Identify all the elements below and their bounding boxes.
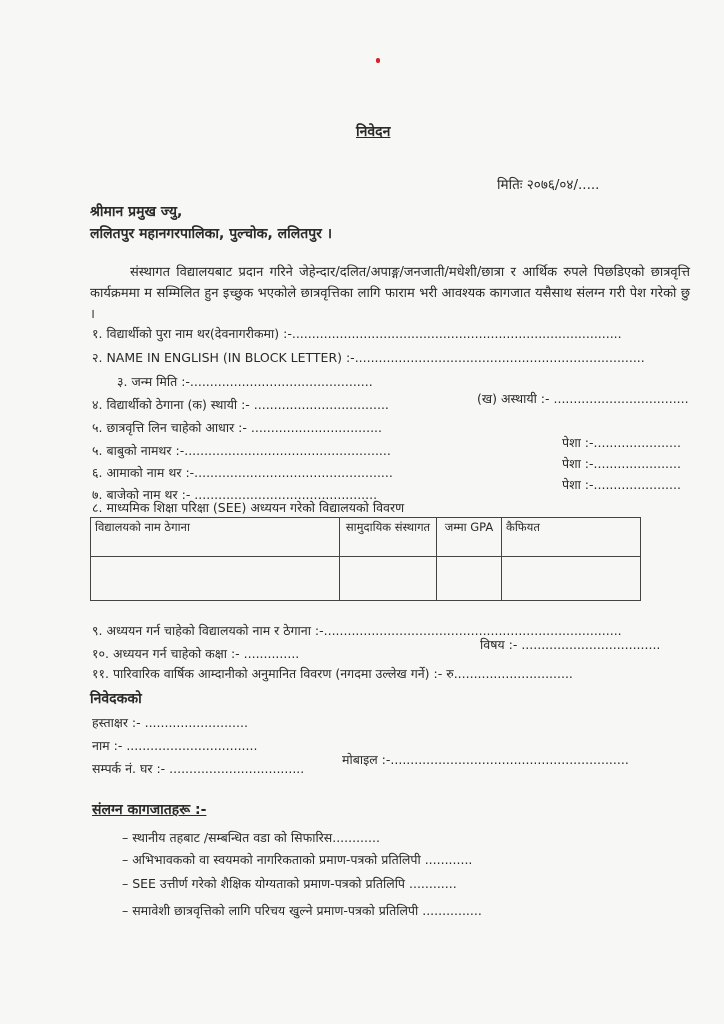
table-cell-remarks[interactable] [502,557,641,601]
attachments-heading: संलग्न कागजातहरू :- [92,802,207,818]
attachment-item: – स्थानीय तहबाट /सम्बन्धित वडा को सिफारिस............ [122,830,380,845]
field-target-class: १०. अध्ययन गर्न चाहेको कक्षा :- .............. [92,646,300,661]
intro-paragraph [90,262,690,325]
field-name-english: २. NAME IN ENGLISH (IN BLOCK LETTER) :-......................................................................... [92,350,645,365]
red-ink-mark [376,58,380,63]
field-mother-occupation: पेशा :-...................... [562,456,681,471]
attachment-item: – SEE उत्तीर्ण गरेको शैक्षिक योग्यताको प्रमाण-पत्रको प्रतिलिपि ............ [122,876,457,891]
school-details-table [90,517,641,601]
table-header-type: सामुदायिक संस्थागत [340,518,437,557]
table-header-row [91,518,641,557]
field-grandfather-occupation: पेशा :-...................... [562,477,681,492]
field-scholarship-basis: ५. छात्रवृत्ति लिन चाहेको आधार :- ................................. [92,420,382,435]
attachment-item: – समावेशी छात्रवृत्तिको लागि परिचय खुल्ने प्रमाण-पत्रको प्रतिलिपी ............... [122,903,482,918]
field-family-income: ११. पारिवारिक वार्षिक आम्दानीको अनुमानित विवरण (नगदमा उल्लेख गर्ने) :- रु.............................. [92,666,573,681]
field-father-name: ५. बाबुको नामथर :-.................................................... [92,443,391,458]
applicant-heading: निवेदकको [90,691,142,707]
field-grandfather-name: ७. बाजेको नाम थर :- .............................................. [92,487,378,502]
table-header-remarks: कैफियत [502,518,641,557]
field-see-school-details: ८. माध्यमिक शिक्षा परिक्षा (SEE) अध्ययन गरेको विद्यालयको विवरण [92,500,405,515]
applicant-mobile: मोबाइल :-............................................................ [342,752,629,767]
field-target-school: ९. अध्ययन गर्न चाहेको विद्यालयको नाम र ठेगाना :-........................................................................... [92,623,622,638]
applicant-signature: हस्ताक्षर :- .......................... [92,715,248,730]
field-dob: ३. जन्म मिति :-.............................................. [117,374,373,389]
date-line: मितिः २०७६/०४/..... [497,177,600,193]
applicant-name: नाम :- ................................. [92,738,258,753]
table-cell-gpa[interactable] [437,557,502,601]
intro-text: संस्थागत विद्यालयबाट प्रदान गरिने जेहेन्दार/दलित/अपाङ्ग/जनजाती/मधेशी/छात्रा र आर्थिक रुपले पिछडिएको छात्रवृत्ति कार्यक्रममा म सम्मिलित हुन इच्छुक भएकोले छात्रवृत्तिका लागि फाराम भरी आवश्यक कागजात यसैसाथ संलग्न गरी पेश गरेको छु । [90,265,690,322]
addressee-line-2: ललितपुर महानगरपालिका, पुल्चोक, ललितपुर । [90,226,333,242]
table-header-school: विद्यालयको नाम ठेगाना [91,518,340,557]
attachment-item: – अभिभावकको वा स्वयमको नागरिकताको प्रमाण-पत्रको प्रतिलिपी ............ [122,852,473,867]
field-mother-name: ६. आमाको नाम थर :-.................................................. [92,465,393,480]
field-name-nepali: १. विद्यार्थीको पुरा नाम थर(देवनागरीकमा) :-................................................................................... [92,326,622,341]
form-title: निवेदन [356,124,391,140]
table-cell-type[interactable] [340,557,437,601]
table-header-gpa: जम्मा GPA [437,518,502,557]
table-row [91,557,641,601]
field-address-permanent: ४. विद्यार्थीको ठेगाना (क) स्थायी :- .................................. [92,397,389,412]
table-cell-school[interactable] [91,557,340,601]
field-father-occupation: पेशा :-...................... [562,435,681,450]
applicant-contact-home: सम्पर्क नं. घर :- .................................. [92,761,305,776]
addressee-line-1: श्रीमान प्रमुख ज्यु, [90,204,183,220]
field-subject: विषय :- ................................... [480,637,661,652]
field-address-temporary: (ख) अस्थायी :- .................................. [477,391,689,406]
